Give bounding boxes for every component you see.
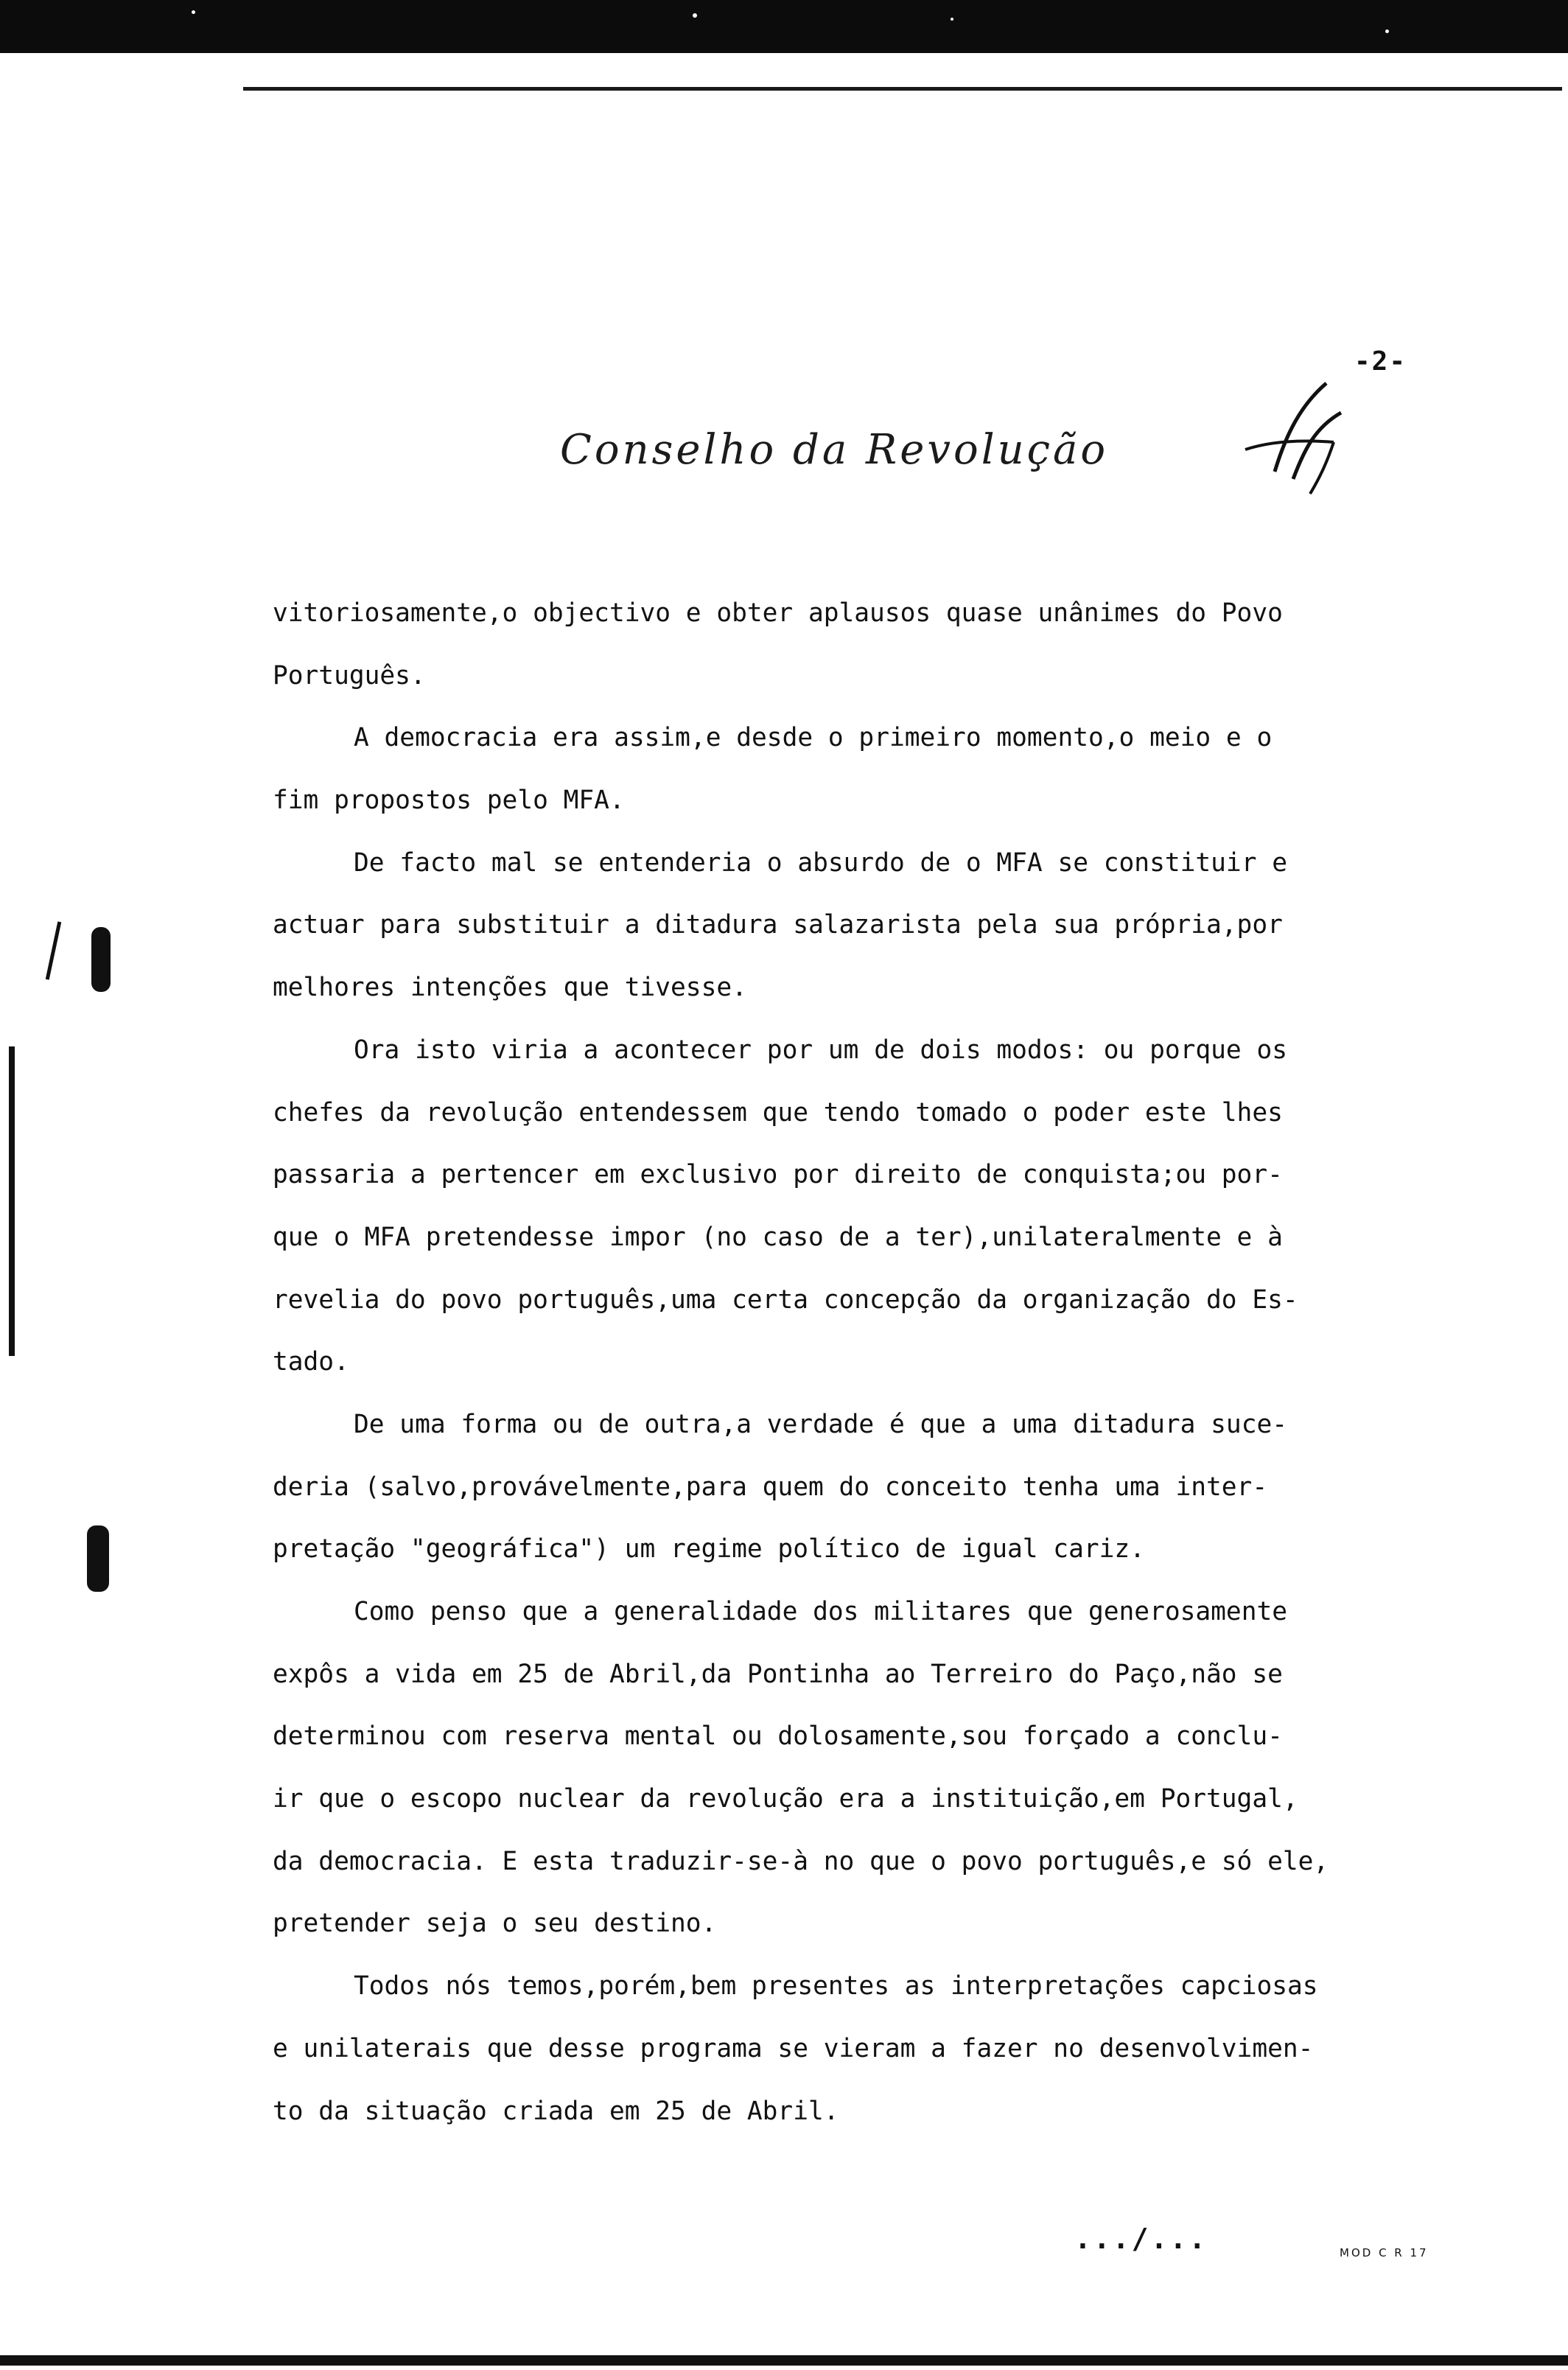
text-line: deria (salvo,provávelmente,para quem do conceito tenha uma inter- [273, 1472, 1268, 1502]
text-line: pretação "geográfica") um regime político de igual cariz. [273, 1534, 1145, 1565]
text-line: e unilaterais que desse programa se vieram a fazer no desenvolvimen- [273, 2033, 1314, 2063]
text-line: que o MFA pretendesse impor (no caso de a ter),unilateralmente e à [273, 1222, 1283, 1252]
text-line: pretender seja o seu destino. [273, 1909, 717, 1939]
text-line: ir que o escopo nuclear da revolução era a instituição,em Portugal, [273, 1784, 1298, 1814]
text-line: passaria a pertencer em exclusivo por direito de conquista;ou por- [273, 1160, 1283, 1190]
text-line: Português. [273, 660, 426, 691]
text-line: revelia do povo português,uma certa concepção da organização do Es- [273, 1284, 1298, 1315]
text-line: Como penso que a generalidade dos militares que generosamente [354, 1597, 1288, 1626]
scan-edge-band [0, 0, 1568, 53]
signature-initials [1223, 368, 1356, 516]
text-line: Ora isto viria a acontecer por um de dois modos: ou porque os [354, 1035, 1288, 1065]
text-line: to da situação criada em 25 de Abril. [273, 2096, 839, 2126]
text-line: A democracia era assim,e desde o primeiro momento,o meio e o [354, 723, 1273, 753]
text-line: determinou com reserva mental ou dolosamente,sou forçado a conclu- [273, 1721, 1283, 1752]
text-line: melhores intenções que tivesse. [273, 973, 747, 1003]
text-line: vitoriosamente,o objectivo e obter aplausos quase unânimes do Povo [273, 598, 1283, 628]
text-line: actuar para substituir a ditadura salazarista pela sua própria,por [273, 910, 1283, 940]
text-line: fim propostos pelo MFA. [273, 786, 625, 816]
bottom-rule [0, 2355, 1568, 2366]
margin-mark [9, 1046, 15, 1356]
top-rule [243, 87, 1562, 91]
text-line: expôs a vida em 25 de Abril,da Pontinha ao Terreiro do Paço,não se [273, 1659, 1283, 1689]
text-line: De facto mal se entenderia o absurdo de o MFA se constituir e [354, 847, 1288, 878]
margin-mark [87, 1525, 109, 1592]
continuation-mark: .../... [1074, 2223, 1208, 2255]
text-line: De uma forma ou de outra,a verdade é que a uma ditadura suce- [354, 1409, 1288, 1439]
text-line: da democracia. E esta traduzir-se-à no que o povo português,e só ele, [273, 1846, 1329, 1876]
margin-mark [46, 921, 62, 979]
text-line: Todos nós temos,porém,bem presentes as interpretações capciosas [354, 1971, 1318, 2002]
margin-mark [91, 927, 111, 992]
form-code: MOD C R 17 [1340, 2246, 1429, 2259]
text-line: tado. [273, 1347, 349, 1377]
letterhead: Conselho da Revolução [560, 426, 1109, 474]
page-number: -2- [1354, 346, 1407, 377]
text-line: chefes da revolução entendessem que tendo tomado o poder este lhes [273, 1097, 1283, 1128]
letter-body [273, 582, 1385, 2142]
